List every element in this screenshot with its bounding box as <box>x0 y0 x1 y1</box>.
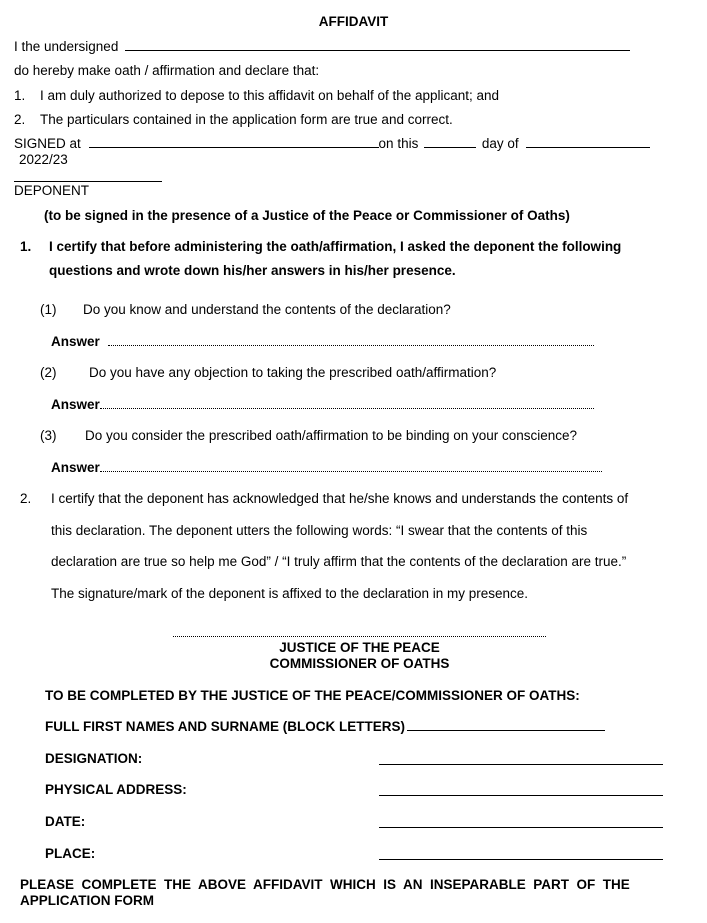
declaration-text: I am duly authorized to depose to this affidavit on behalf of the applicant; and <box>40 88 500 103</box>
question-number: (2) <box>40 365 57 380</box>
document-title: AFFIDAVIT <box>318 14 389 29</box>
declaration-item <box>14 112 453 128</box>
day-of-label: day of <box>481 136 519 151</box>
commissioner-signature-field[interactable] <box>173 625 546 637</box>
declaration-number: 2. <box>14 112 26 127</box>
date-field[interactable] <box>379 816 663 828</box>
place-label: PLACE: <box>45 846 96 861</box>
oath-intro: do hereby make oath / affirmation and declare that: <box>14 63 320 78</box>
designation-field[interactable] <box>379 753 663 765</box>
answer-label: Answer <box>51 397 100 412</box>
question-item <box>40 365 496 381</box>
answer-field[interactable] <box>100 460 602 472</box>
certify2-number: 2. <box>20 491 32 506</box>
undersigned-name-field[interactable] <box>125 39 630 51</box>
footer-line-2: APPLICATION FORM <box>20 893 154 908</box>
presence-note: (to be signed in the presence of a Justice of the Peace or Commissioner of Oaths) <box>44 208 570 223</box>
declaration-text: The particulars contained in the application form are true and correct. <box>40 112 453 127</box>
year-label: 2022/23 <box>19 152 68 167</box>
certify1-number: 1. <box>20 239 32 254</box>
footer-line-1: PLEASE COMPLETE THE ABOVE AFFIDAVIT WHICH IS AN INSEPARABLE PART OF THE <box>20 877 630 892</box>
deponent-signature-field[interactable] <box>14 170 162 182</box>
undersigned-label: I the undersigned <box>14 39 119 54</box>
address-label: PHYSICAL ADDRESS: <box>45 782 187 797</box>
on-this-label: on this <box>378 136 419 151</box>
certify2-line: this declaration. The deponent utters the following words: “I swear that the contents of this <box>51 523 588 538</box>
place-field[interactable] <box>379 848 663 860</box>
declaration-item <box>14 88 499 104</box>
signed-at-field[interactable] <box>89 136 379 148</box>
answer-label: Answer <box>51 334 100 349</box>
answer-row <box>51 460 602 476</box>
date-label: DATE: <box>45 814 86 829</box>
certify1-line1: I certify that before administering the oath/affirmation, I asked the deponent the following <box>49 239 622 254</box>
full-names-label: FULL FIRST NAMES AND SURNAME (BLOCK LETTERS) <box>45 719 405 734</box>
undersigned-row <box>14 39 630 55</box>
day-field[interactable] <box>424 136 476 148</box>
certify2-line: I certify that the deponent has acknowledged that he/she knows and understands the contents of <box>51 491 629 506</box>
question-text: Do you have any objection to taking the prescribed oath/affirmation? <box>89 365 497 380</box>
certify1-line2: questions and wrote down his/her answers in his/her presence. <box>49 263 456 278</box>
question-text: Do you consider the prescribed oath/affirmation to be binding on your conscience? <box>85 428 578 443</box>
signatory-title-2: COMMISSIONER OF OATHS <box>269 656 450 671</box>
full-names-field[interactable] <box>407 719 605 731</box>
certify2-line: declaration are true so help me God” / “I truly affirm that the contents of the declaration are true.” <box>51 554 627 569</box>
full-names-row <box>45 719 605 735</box>
question-item <box>40 428 577 444</box>
question-item <box>40 302 451 318</box>
declaration-number: 1. <box>14 88 26 103</box>
certify2-line: The signature/mark of the deponent is affixed to the declaration in my presence. <box>51 586 529 601</box>
signed-row <box>14 136 650 152</box>
question-text: Do you know and understand the contents of the declaration? <box>83 302 451 317</box>
question-number: (3) <box>40 428 57 443</box>
designation-label: DESIGNATION: <box>45 751 143 766</box>
signed-at-label: SIGNED at <box>14 136 81 151</box>
answer-field[interactable] <box>100 397 594 409</box>
question-number: (1) <box>40 302 57 317</box>
deponent-label: DEPONENT <box>14 183 90 198</box>
answer-row <box>51 334 594 350</box>
answer-field[interactable] <box>108 334 594 346</box>
completion-heading: TO BE COMPLETED BY THE JUSTICE OF THE PEACE/COMMISSIONER OF OATHS: <box>45 688 580 703</box>
address-field[interactable] <box>379 784 663 796</box>
answer-row <box>51 397 594 413</box>
signatory-title-1: JUSTICE OF THE PEACE <box>279 640 440 655</box>
answer-label: Answer <box>51 460 100 475</box>
month-field[interactable] <box>526 136 650 148</box>
